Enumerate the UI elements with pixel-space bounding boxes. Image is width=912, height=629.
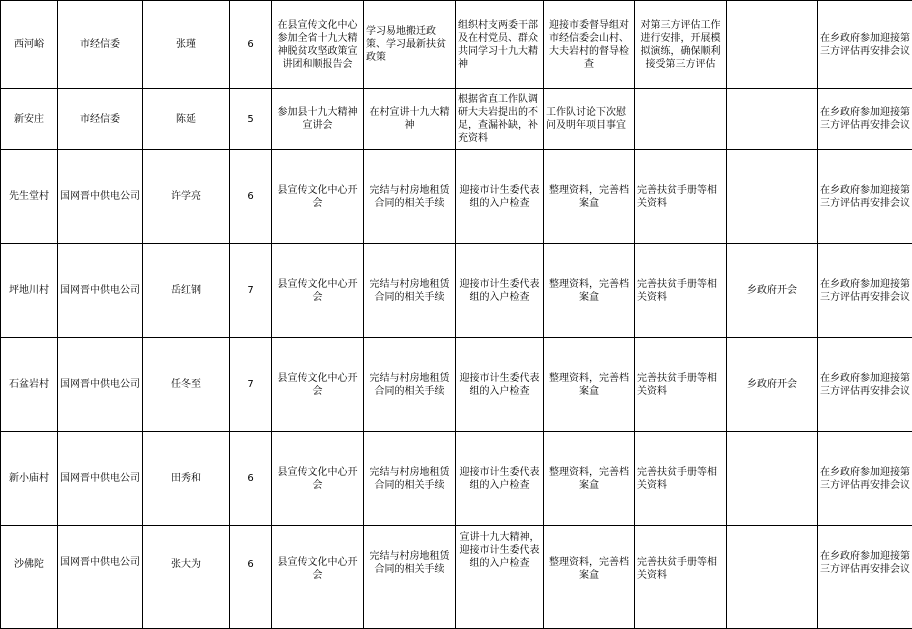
person-cell: 许学亮 bbox=[143, 150, 230, 244]
task-cell: 在乡政府参加迎接第三方评估再安排会议 bbox=[818, 338, 912, 432]
task-cell: 迎接市计生委代表组的入户检查 bbox=[456, 150, 544, 244]
unit-cell: 国网晋中供电公司 bbox=[58, 244, 143, 338]
task-cell: 迎接市计生委代表组的入户检查 bbox=[456, 432, 544, 526]
task-cell: 完善扶贫手册等相关资料 bbox=[635, 526, 727, 629]
task-cell: 乡政府开会 bbox=[727, 244, 818, 338]
task-cell: 完结与村房地租赁合同的相关手续 bbox=[364, 526, 456, 629]
task-cell: 在乡政府参加迎接第三方评估再安排会议 bbox=[818, 150, 912, 244]
person-cell: 陈延 bbox=[143, 89, 230, 150]
village-cell: 新小庙村 bbox=[1, 432, 58, 526]
days-cell: 7 bbox=[230, 244, 272, 338]
person-cell: 张大为 bbox=[143, 526, 230, 629]
task-cell: 在乡政府参加迎接第三方评估再安排会议 bbox=[818, 1, 912, 89]
task-cell: 在乡政府参加迎接第三方评估再安排会议 bbox=[818, 244, 912, 338]
task-cell: 完善扶贫手册等相关资料 bbox=[635, 338, 727, 432]
days-cell: 6 bbox=[230, 526, 272, 629]
table-row bbox=[1, 432, 912, 526]
table-row bbox=[1, 526, 912, 629]
task-cell: 完善扶贫手册等相关资料 bbox=[635, 150, 727, 244]
task-cell: 在乡政府参加迎接第三方评估再安排会议 bbox=[818, 432, 912, 526]
task-cell: 在县宣传文化中心参加全省十九大精神脱贫攻坚政策宣讲团和顺报告会 bbox=[272, 1, 364, 89]
task-cell: 迎接市委督导组对市经信委会山村、大夫岩村的督导检查 bbox=[544, 1, 635, 89]
task-cell: 迎接市计生委代表组的入户检查 bbox=[456, 244, 544, 338]
unit-cell: 市经信委 bbox=[58, 1, 143, 89]
task-cell: 完结与村房地租赁合同的相关手续 bbox=[364, 244, 456, 338]
table-row bbox=[1, 89, 912, 150]
days-cell: 6 bbox=[230, 150, 272, 244]
task-cell: 迎接市计生委代表组的入户检查 bbox=[456, 338, 544, 432]
task-cell: 县宣传文化中心开会 bbox=[272, 526, 364, 629]
task-cell: 在乡政府参加迎接第三方评估再安排会议 bbox=[818, 89, 912, 150]
task-cell: 完结与村房地租赁合同的相关手续 bbox=[364, 338, 456, 432]
task-cell: 县宣传文化中心开会 bbox=[272, 338, 364, 432]
task-cell bbox=[727, 89, 818, 150]
task-cell: 参加县十九大精神宣讲会 bbox=[272, 89, 364, 150]
days-cell: 7 bbox=[230, 338, 272, 432]
table-row bbox=[1, 338, 912, 432]
table-row bbox=[1, 150, 912, 244]
days-cell: 6 bbox=[230, 1, 272, 89]
village-cell: 先生堂村 bbox=[1, 150, 58, 244]
village-cell: 新安庄 bbox=[1, 89, 58, 150]
task-cell: 整理资料，完善档案盒 bbox=[544, 338, 635, 432]
unit-cell: 国网晋中供电公司 bbox=[58, 338, 143, 432]
task-cell: 在村宣讲十九大精神 bbox=[364, 89, 456, 150]
task-cell: 学习易地搬迁政策、学习最新扶贫政策 bbox=[364, 1, 456, 89]
task-cell bbox=[635, 89, 727, 150]
task-cell bbox=[727, 1, 818, 89]
task-cell: 完结与村房地租赁合同的相关手续 bbox=[364, 150, 456, 244]
task-cell: 工作队讨论下次慰问及明年项目事宜 bbox=[544, 89, 635, 150]
task-cell: 对第三方评估工作进行安排，开展模拟演练，确保顺利接受第三方评估 bbox=[635, 1, 727, 89]
unit-cell: 国网晋中供电公司 bbox=[58, 432, 143, 526]
task-cell: 整理资料，完善档案盒 bbox=[544, 432, 635, 526]
task-cell bbox=[727, 432, 818, 526]
person-cell: 张瑾 bbox=[143, 1, 230, 89]
task-cell: 完善扶贫手册等相关资料 bbox=[635, 432, 727, 526]
task-cell: 宣讲十九大精神，迎接市计生委代表组的入户检查 bbox=[456, 526, 544, 629]
task-cell: 整理资料，完善档案盒 bbox=[544, 526, 635, 629]
days-cell: 6 bbox=[230, 432, 272, 526]
task-cell: 县宣传文化中心开会 bbox=[272, 150, 364, 244]
person-cell: 岳红钢 bbox=[143, 244, 230, 338]
village-cell: 沙佛陀 bbox=[1, 526, 58, 629]
table-row bbox=[1, 1, 912, 89]
task-cell bbox=[727, 150, 818, 244]
task-cell: 整理资料，完善档案盒 bbox=[544, 244, 635, 338]
unit-cell: 市经信委 bbox=[58, 89, 143, 150]
task-cell: 根据省直工作队调研大夫岩提出的不足，查漏补缺，补充资料 bbox=[456, 89, 544, 150]
table-row bbox=[1, 244, 912, 338]
days-cell: 5 bbox=[230, 89, 272, 150]
village-cell: 西河峪 bbox=[1, 1, 58, 89]
village-cell: 石盆岩村 bbox=[1, 338, 58, 432]
unit-cell: 国网晋中供电公司 bbox=[58, 150, 143, 244]
task-cell: 县宣传文化中心开会 bbox=[272, 432, 364, 526]
task-cell: 在乡政府参加迎接第三方评估再安排会议 bbox=[818, 526, 912, 629]
person-cell: 任冬至 bbox=[143, 338, 230, 432]
unit-cell: 国网晋中供电公司 bbox=[58, 526, 143, 629]
task-cell: 县宣传文化中心开会 bbox=[272, 244, 364, 338]
person-cell: 田秀和 bbox=[143, 432, 230, 526]
village-cell: 坪地川村 bbox=[1, 244, 58, 338]
task-cell: 乡政府开会 bbox=[727, 338, 818, 432]
task-cell: 完结与村房地租赁合同的相关手续 bbox=[364, 432, 456, 526]
task-cell bbox=[727, 526, 818, 629]
task-cell: 组织村支两委干部及在村党员、群众共同学习十九大精神 bbox=[456, 1, 544, 89]
task-cell: 完善扶贫手册等相关资料 bbox=[635, 244, 727, 338]
task-cell: 整理资料，完善档案盒 bbox=[544, 150, 635, 244]
